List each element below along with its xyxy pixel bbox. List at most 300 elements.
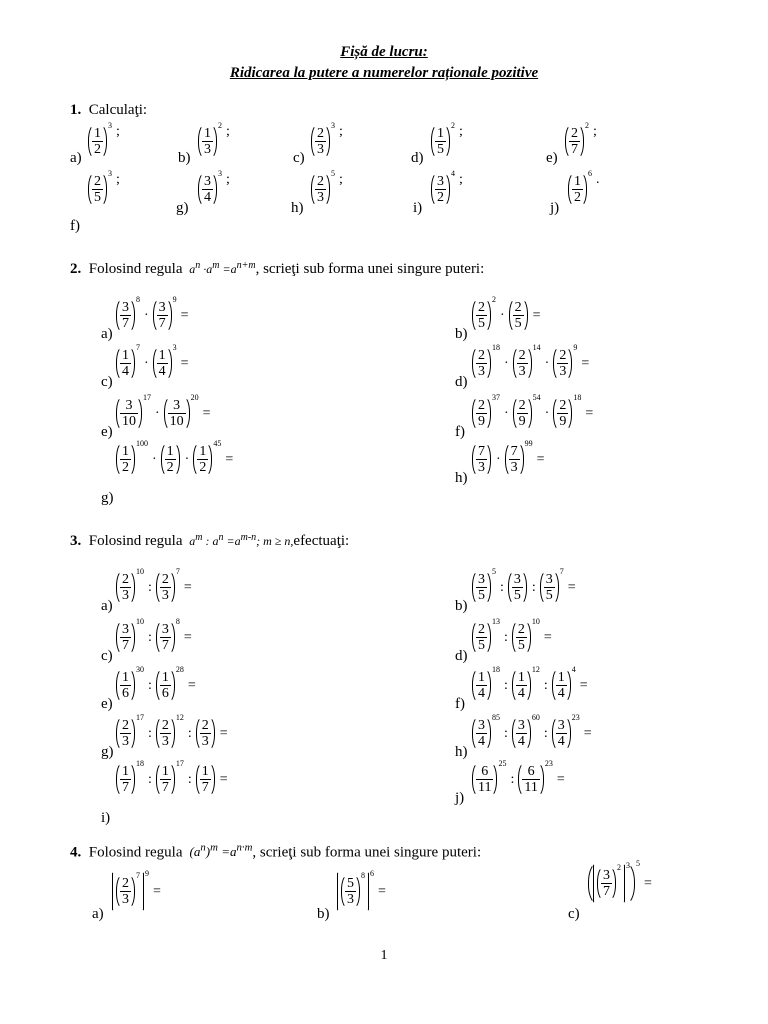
operator: ·	[144, 307, 149, 323]
terminator: ;	[593, 124, 597, 139]
exponent: 2	[585, 121, 589, 130]
parenthesis	[472, 668, 491, 703]
numerator: 1	[574, 174, 581, 189]
terminator: ;	[339, 124, 343, 139]
fraction	[200, 764, 211, 795]
worksheet-subtitle: Ridicarea la putere a numerelor raționale pozitive	[229, 65, 539, 81]
operator: ·	[152, 451, 157, 467]
power-term	[472, 393, 500, 431]
exponent: 13	[492, 617, 500, 626]
equals-sign: =	[180, 355, 189, 371]
worksheet-title: Fișă de lucru:	[340, 44, 428, 60]
ex4-pre: Folosind regula	[88, 844, 183, 861]
ex3-item-label: e)	[101, 696, 113, 712]
parenthesis	[88, 172, 107, 207]
exponent: 18	[492, 665, 500, 674]
ex2-post: , scrieţi sub forma unei singure puteri:	[255, 261, 485, 277]
parenthesis	[196, 716, 215, 751]
power-term	[164, 393, 199, 431]
denominator: 4	[478, 686, 485, 701]
operator: ·	[155, 405, 160, 421]
ex2-item-label: d)	[455, 374, 468, 390]
parenthesis	[196, 762, 215, 797]
fraction	[120, 622, 131, 653]
terminator: ;	[459, 172, 463, 187]
numerator: 3	[478, 718, 485, 733]
power-term	[156, 567, 180, 605]
numerator: 2	[571, 126, 578, 141]
fraction	[197, 444, 208, 475]
power-term	[472, 759, 507, 797]
operator: :	[148, 725, 152, 741]
fraction	[516, 622, 527, 653]
parenthesis	[509, 298, 528, 333]
power-term	[153, 295, 177, 333]
power-term	[116, 295, 140, 333]
exponent: 3	[108, 169, 112, 178]
power-term	[553, 343, 578, 381]
operator: :	[504, 629, 508, 645]
exponent: 5	[492, 567, 496, 576]
parenthesis	[116, 716, 135, 751]
numerator: 3	[545, 572, 553, 587]
fraction	[168, 398, 186, 429]
denominator: 6	[161, 686, 169, 701]
numerator: 1	[161, 764, 169, 779]
ex2-item-expression	[116, 295, 193, 333]
parenthesis	[198, 172, 217, 207]
operator: ·	[500, 307, 505, 323]
equals-sign: =	[225, 451, 234, 467]
exponent: 3	[331, 121, 335, 130]
power-term	[116, 759, 144, 797]
numerator: 2	[161, 572, 169, 587]
numerator: 1	[201, 764, 209, 779]
numerator: 2	[514, 300, 522, 315]
power-term	[196, 762, 216, 797]
denominator: 3	[204, 142, 211, 157]
parenthesis	[472, 762, 497, 797]
ex1-item-expression	[88, 169, 124, 207]
ex1-item-expression	[431, 169, 467, 207]
parenthesis	[513, 346, 532, 381]
terminator: ;	[116, 124, 120, 139]
numerator: 7	[478, 444, 485, 459]
power-term	[553, 393, 582, 431]
power-term	[472, 295, 496, 333]
equals-sign: =	[219, 771, 228, 787]
equals-sign: =	[585, 405, 594, 421]
power-term	[509, 298, 529, 333]
denominator: 7	[122, 316, 129, 331]
ex1-item-expression	[568, 169, 604, 207]
numerator: 2	[317, 126, 324, 141]
operator: :	[187, 725, 192, 741]
ex3-item-label: f)	[455, 696, 465, 712]
fraction	[165, 444, 176, 475]
ex3-item-expression	[116, 567, 196, 605]
denominator: 2	[437, 190, 444, 205]
denominator: 9	[478, 414, 485, 429]
fraction	[509, 444, 520, 475]
fraction	[476, 444, 487, 475]
ex1-text: Calculaţi:	[88, 102, 148, 118]
denominator: 5	[437, 142, 444, 157]
exponent: 2	[218, 121, 222, 130]
exponent: 3	[218, 169, 222, 178]
parenthesis	[552, 716, 571, 751]
ex2-item-expression	[472, 343, 593, 381]
fraction	[516, 718, 527, 749]
numerator: 2	[201, 718, 209, 733]
ex1-item-label: e)	[546, 150, 558, 166]
page-number: 1	[380, 948, 388, 963]
power-term	[161, 442, 181, 477]
fraction	[120, 764, 131, 795]
denominator: 4	[478, 734, 485, 749]
fraction	[120, 348, 131, 379]
ex4-number: 4.	[70, 844, 82, 861]
equals-sign: =	[219, 725, 228, 741]
numerator: 6	[527, 764, 535, 779]
denominator: 2	[199, 460, 207, 475]
equals-sign: =	[180, 307, 189, 323]
ex1-item-expression	[311, 121, 347, 159]
operator: :	[187, 771, 192, 787]
ex1-item-expression	[311, 169, 347, 207]
denominator: 7	[571, 142, 578, 157]
equals-sign: =	[536, 451, 545, 467]
denominator: 3	[161, 734, 169, 749]
denominator: 11	[478, 780, 492, 795]
numerator: 2	[478, 398, 485, 413]
equals-sign: =	[183, 579, 192, 595]
exponent: 3	[172, 343, 177, 352]
equals-sign: =	[532, 307, 541, 323]
ex2-item-label: h)	[455, 470, 468, 486]
operator: ·	[504, 355, 509, 371]
ex1-item-label: a)	[70, 150, 82, 166]
power-term	[198, 121, 222, 159]
parenthesis	[472, 442, 491, 477]
exponent: 60	[531, 713, 540, 722]
fraction	[544, 572, 555, 603]
numerator: 3	[173, 398, 181, 413]
ex3-item-label: j)	[455, 790, 465, 806]
exponent: 25	[498, 759, 507, 768]
ex4-b-expression: $\frac{5}{3}$ $^8$ $^6$ =	[337, 872, 390, 911]
exponent: 8	[136, 295, 140, 304]
fraction	[513, 300, 524, 331]
operator: :	[504, 677, 508, 693]
parenthesis	[472, 396, 491, 431]
denominator: 10	[169, 414, 184, 429]
fraction	[160, 670, 171, 701]
numerator: 2	[478, 348, 485, 363]
ex3-item-label: i)	[101, 810, 111, 826]
power-term	[311, 169, 335, 207]
ex3-item-expression	[116, 759, 232, 797]
numerator: 1	[158, 348, 166, 363]
parenthesis	[156, 762, 175, 797]
ex1-number: 1.	[70, 102, 82, 118]
parenthesis	[153, 298, 172, 333]
ex4-a-expression: $\frac{2}{3}$ $^7$ $^9$ =	[112, 872, 165, 911]
denominator: 5	[517, 638, 525, 653]
parenthesis	[116, 346, 135, 381]
ex2-item-expression	[472, 439, 549, 477]
denominator: 3	[122, 734, 129, 749]
power-term	[156, 759, 184, 797]
fraction	[476, 300, 487, 331]
fraction	[435, 174, 446, 205]
exponent: 18	[573, 393, 582, 402]
ex1-item-expression	[198, 121, 234, 159]
parenthesis	[156, 716, 175, 751]
numerator: 2	[478, 622, 485, 637]
numerator: 2	[517, 622, 525, 637]
power-term	[472, 442, 492, 477]
power-term	[88, 169, 112, 207]
fraction	[517, 348, 528, 379]
denominator: 5	[513, 588, 521, 603]
power-term	[552, 713, 580, 751]
denominator: 7	[122, 638, 129, 653]
numerator: 2	[122, 572, 129, 587]
fraction	[522, 764, 539, 795]
power-term	[472, 617, 500, 655]
fraction	[157, 348, 168, 379]
ex1-item-label: j)	[550, 200, 560, 216]
denominator: 5	[478, 316, 485, 331]
ex2-item-label: a)	[101, 326, 113, 342]
numerator: 3	[158, 300, 166, 315]
ex2-item-expression	[116, 343, 193, 381]
power-term	[518, 759, 553, 797]
numerator: 2	[94, 174, 101, 189]
denominator: 7	[161, 638, 169, 653]
parenthesis	[156, 570, 175, 605]
parenthesis	[568, 172, 587, 207]
parenthesis	[512, 620, 531, 655]
ex3-item-expression	[472, 759, 569, 797]
ex1-item-label: f)	[70, 218, 80, 234]
parenthesis	[116, 396, 142, 431]
denominator: 7	[122, 780, 129, 795]
power-term	[472, 713, 500, 751]
ex3-item-label: d)	[455, 648, 468, 664]
exponent: 10	[136, 617, 144, 626]
ex4-c-label: c)	[568, 906, 580, 922]
ex1-item-label: c)	[293, 150, 305, 166]
power-term	[116, 343, 140, 381]
power-term	[508, 570, 528, 605]
ex3-item-expression	[116, 713, 232, 751]
numerator: 1	[94, 126, 101, 141]
numerator: 1	[122, 670, 129, 685]
parenthesis	[472, 620, 491, 655]
operator: :	[543, 677, 548, 693]
power-term	[156, 617, 180, 655]
equals-sign: =	[583, 725, 592, 741]
denominator: 4	[557, 686, 565, 701]
terminator: ;	[116, 172, 120, 187]
parenthesis	[193, 442, 212, 477]
ex3-number: 3.	[70, 533, 82, 549]
parenthesis	[161, 442, 180, 477]
denominator: 6	[122, 686, 129, 701]
parenthesis	[116, 442, 135, 477]
parenthesis	[552, 668, 571, 703]
power-term	[472, 665, 500, 703]
ex2-item-expression	[116, 393, 215, 431]
parenthesis	[153, 346, 172, 381]
fraction	[556, 670, 567, 701]
numerator: 3	[125, 398, 133, 413]
ex3-item-label: h)	[455, 744, 468, 760]
numerator: 1	[166, 444, 174, 459]
parenthesis	[198, 124, 217, 159]
numerator: 2	[161, 718, 169, 733]
ex3-heading	[70, 532, 349, 550]
power-term	[311, 121, 335, 159]
parenthesis	[156, 620, 175, 655]
power-term	[512, 665, 540, 703]
exponent: 4	[571, 665, 576, 674]
power-term	[513, 393, 541, 431]
fraction	[476, 622, 487, 653]
equals-sign: =	[556, 771, 565, 787]
fraction	[435, 126, 446, 157]
operator: ·	[544, 355, 550, 371]
operator: :	[148, 677, 152, 693]
parenthesis	[518, 762, 543, 797]
exponent: 45	[213, 439, 222, 448]
denominator: 4	[122, 364, 129, 379]
numerator: 2	[478, 300, 485, 315]
parenthesis	[472, 346, 491, 381]
denominator: 4	[517, 686, 525, 701]
ex3-item-expression	[116, 617, 196, 655]
power-term	[116, 567, 144, 605]
parenthesis	[88, 124, 107, 159]
exponent: 2	[492, 295, 496, 304]
denominator: 3	[317, 190, 324, 205]
exponent: 23	[544, 759, 553, 768]
power-term	[196, 716, 216, 751]
parenthesis	[116, 762, 135, 797]
equals-sign: =	[581, 355, 590, 371]
parenthesis	[565, 124, 584, 159]
ex2-pre: Folosind regula	[88, 261, 183, 277]
ex3-item-expression	[472, 617, 556, 655]
denominator: 5	[94, 190, 101, 205]
ex1-item-label: i)	[413, 200, 423, 216]
numerator: 1	[517, 670, 525, 685]
terminator: ;	[226, 124, 230, 139]
power-term	[431, 121, 455, 159]
denominator: 9	[559, 414, 567, 429]
exponent: 18	[492, 343, 500, 352]
equals-sign: =	[183, 629, 192, 645]
denominator: 5	[478, 638, 485, 653]
fraction	[157, 300, 168, 331]
fraction	[160, 622, 171, 653]
fraction	[476, 670, 487, 701]
ex1-item-label: d)	[411, 150, 424, 166]
ex3-item-expression	[472, 567, 580, 605]
parenthesis	[431, 172, 450, 207]
power-term	[153, 343, 177, 381]
power-term	[116, 713, 144, 751]
ex1-item-expression	[431, 121, 467, 159]
denominator: 4	[158, 364, 166, 379]
power-term	[568, 169, 592, 207]
operator: ·	[504, 405, 509, 421]
ex2-item-expression	[116, 439, 237, 477]
ex3-post: efectuaţi:	[293, 533, 350, 549]
ex2-item-label: e)	[101, 424, 113, 440]
exponent: 30	[136, 665, 144, 674]
exponent: 9	[573, 343, 578, 352]
parenthesis	[156, 668, 175, 703]
exponent: 10	[531, 617, 540, 626]
fraction	[120, 398, 138, 429]
numerator: 1	[161, 670, 169, 685]
ex4-heading	[70, 842, 481, 861]
fraction	[160, 572, 171, 603]
denominator: 5	[545, 588, 553, 603]
ex1-item-label: b)	[178, 150, 191, 166]
denominator: 5	[478, 588, 485, 603]
power-term	[565, 121, 589, 159]
numerator: 2	[559, 398, 567, 413]
exponent: 10	[136, 567, 144, 576]
ex4-c-expression: $\frac{3}{7}$ $^2$ $^3$ $^5$ =	[588, 862, 656, 905]
fraction	[120, 670, 131, 701]
numerator: 2	[518, 348, 526, 363]
denominator: 4	[557, 734, 565, 749]
numerator: 3	[513, 572, 521, 587]
numerator: 6	[481, 764, 489, 779]
exponent: 7	[175, 567, 180, 576]
numerator: 1	[478, 670, 485, 685]
ex3-item-label: b)	[455, 598, 468, 614]
ex3-item-label: a)	[101, 598, 113, 614]
ex3-rule: $a^m$ : $a^n =a^{m-n}$; m ≥ n,	[189, 532, 294, 548]
exponent: 18	[136, 759, 144, 768]
power-term	[505, 439, 533, 477]
power-term	[198, 169, 222, 207]
fraction	[200, 718, 211, 749]
numerator: 2	[122, 718, 129, 733]
numerator: 2	[559, 348, 567, 363]
numerator: 1	[122, 444, 129, 459]
numerator: 3	[122, 622, 129, 637]
fraction	[92, 174, 103, 205]
ex3-item-expression	[472, 713, 596, 751]
operator: ·	[144, 355, 149, 371]
denominator: 7	[161, 780, 169, 795]
fraction	[557, 348, 568, 379]
ex1-item-label: h)	[291, 200, 304, 216]
numerator: 3	[557, 718, 565, 733]
fraction	[476, 398, 487, 429]
ex2-rule: $a^n \cdot a^m =a^{n+m}$	[189, 260, 256, 276]
power-term	[116, 393, 151, 431]
equals-sign: =	[202, 405, 211, 421]
parenthesis	[164, 396, 190, 431]
